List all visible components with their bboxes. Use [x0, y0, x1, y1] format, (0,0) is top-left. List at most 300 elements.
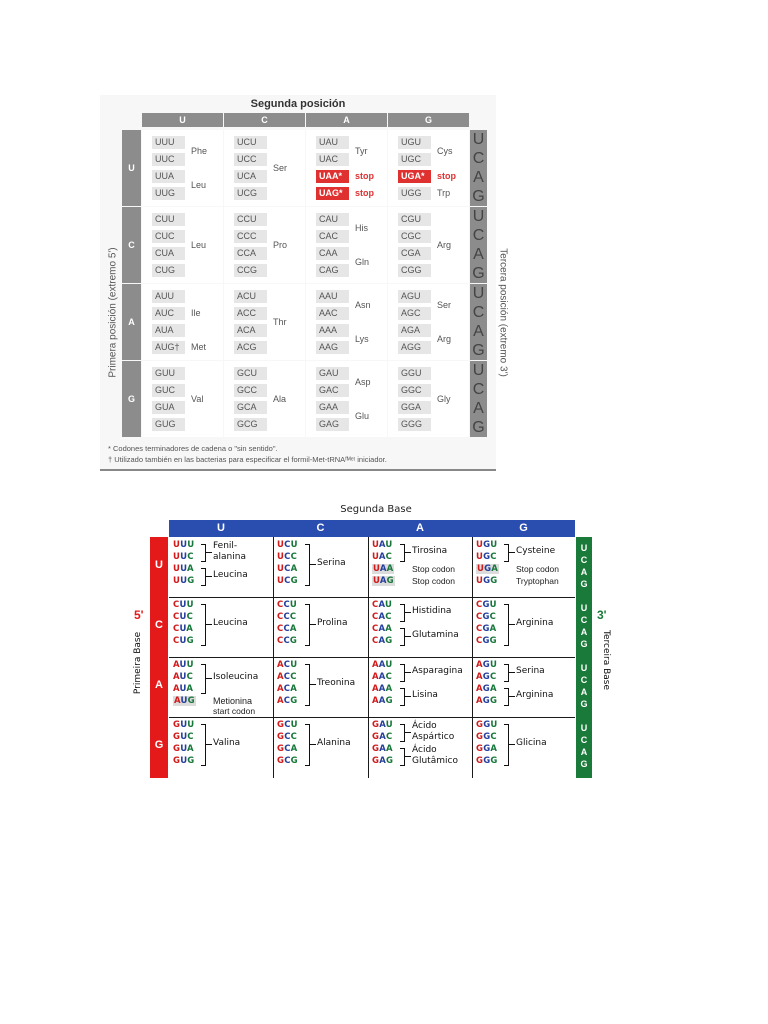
codon-agg: AGG: [398, 341, 431, 354]
codon-base: G: [483, 720, 491, 730]
codon-cgc: CGC: [398, 230, 431, 243]
codon-ucu: [277, 540, 298, 550]
table1-footnote-1: * Codones terminadores de cadena o "sin sentido".: [108, 444, 278, 453]
amino-acid-name: Valina: [213, 738, 241, 748]
codon-base: G: [483, 744, 491, 754]
amino-acid-bracket: [400, 544, 405, 562]
table1-cell: [388, 207, 469, 283]
codon-base: C: [490, 732, 497, 742]
codon-aaa: AAA: [316, 324, 349, 337]
amino-acid-name: Tirosina: [412, 546, 448, 556]
amino-acid-label: Cys: [437, 145, 453, 156]
codon-base: U: [385, 660, 393, 670]
codon-aga: AGA: [398, 324, 431, 337]
bracket-tick: [206, 744, 212, 745]
table1-third-position-column: [470, 207, 487, 283]
codon-base: G: [476, 756, 484, 766]
codon-base: G: [482, 696, 490, 706]
codon-base: G: [482, 624, 490, 634]
codon-cac: CAC: [316, 230, 349, 243]
codon-auc: AUC: [152, 307, 185, 320]
amino-acid-name: Aspártico: [412, 731, 455, 742]
codon-aaa: [372, 684, 392, 694]
codon-base: G: [173, 720, 181, 730]
codon-ugu: [476, 540, 497, 550]
table2-horizontal-divider: [169, 657, 575, 658]
codon-base: C: [173, 600, 180, 610]
table2-first-base-label: Primeira Base: [133, 631, 143, 695]
amino-acid-name: Alanina: [317, 738, 351, 748]
codon-guc: GUC: [152, 384, 185, 397]
codon-base: C: [372, 600, 379, 610]
codon-base: C: [283, 696, 291, 706]
amino-acid-name: Ácido: [412, 744, 437, 755]
codon-gag: GAG: [316, 418, 349, 431]
table2-third-letter: A: [580, 627, 588, 637]
bracket-tick: [405, 552, 411, 553]
codon-base: G: [173, 756, 181, 766]
table1-cell: [306, 361, 387, 437]
amino-acid-bracket: [201, 604, 206, 646]
table1-bottom-rule: [100, 469, 496, 471]
table1-cell: [224, 361, 305, 437]
table2-third-base-label: Terceira Base: [601, 630, 611, 690]
amino-acid-bracket: [201, 724, 206, 766]
codon-base: C: [283, 636, 290, 646]
codon-ugg: [476, 576, 497, 586]
codon-base: A: [277, 696, 284, 706]
table1-third-letter: C: [472, 303, 485, 321]
codon-base: U: [180, 552, 188, 562]
table1-cell: [142, 284, 223, 360]
codon-base: A: [378, 552, 386, 562]
codon-base: G: [482, 636, 490, 646]
amino-acid-label: Ser: [437, 299, 452, 310]
codon-base: G: [277, 756, 285, 766]
codon-cuc: [173, 612, 193, 622]
amino-acid-bracket: [504, 544, 509, 562]
amino-acid-bracket: [504, 688, 509, 706]
codon-aua: [173, 684, 193, 694]
codon-base: A: [379, 720, 386, 730]
codon-cau: CAU: [316, 213, 349, 226]
amino-acid-note: Stop codon: [412, 564, 456, 574]
codon-base: G: [186, 636, 194, 646]
codon-base: U: [476, 576, 484, 586]
codon-base: C: [186, 672, 194, 682]
table1-third-letter: U: [472, 130, 485, 148]
codon-base: C: [277, 636, 284, 646]
amino-acid-name: Fenil-: [213, 540, 238, 551]
table1-third-letter: U: [472, 361, 485, 379]
codon-aau: AAU: [316, 290, 349, 303]
table1-col-header-a: A: [306, 113, 387, 127]
codon-uuc: UUC: [152, 153, 185, 166]
codon-ggu: [476, 720, 497, 730]
amino-acid-label: Glu: [355, 410, 370, 421]
table1-row-header-g: G: [122, 361, 141, 437]
table1-third-letter: A: [473, 168, 484, 186]
codon-cgu: CGU: [398, 213, 431, 226]
codon-base: U: [173, 564, 181, 574]
codon-base: C: [385, 612, 392, 622]
codon-gug: [173, 756, 194, 766]
codon-base: U: [179, 612, 187, 622]
codon-ccc: CCC: [234, 230, 267, 243]
amino-acid-bracket: [400, 628, 405, 646]
codon-base: U: [186, 600, 194, 610]
codon-gga: [476, 744, 497, 754]
table2-horizontal-divider: [169, 597, 575, 598]
amino-acid-name: alanina: [213, 551, 246, 562]
codon-base: C: [290, 732, 298, 742]
codon-base: U: [187, 720, 195, 730]
bracket-tick: [405, 672, 411, 673]
codon-base: G: [372, 756, 380, 766]
table1-cell: [224, 130, 305, 206]
table1-col-header-u: U: [142, 113, 223, 127]
codon-base: A: [385, 684, 393, 694]
table2-third-base-column: [576, 723, 592, 771]
table1-third-position-column: [470, 284, 487, 360]
table1-third-letter: C: [472, 149, 485, 167]
codon-gcc: [277, 732, 297, 742]
amino-acid-note: Stop codon: [516, 564, 560, 574]
bracket-tick: [206, 624, 212, 625]
codon-base: A: [174, 696, 181, 706]
codon-base: G: [187, 576, 195, 586]
table2-col-header-a: A: [416, 522, 424, 534]
codon-base: C: [372, 636, 379, 646]
codon-base: C: [290, 552, 298, 562]
codon-cga: [476, 624, 496, 634]
codon-base: A: [378, 540, 386, 550]
codon-base: A: [186, 564, 194, 574]
codon-base: C: [372, 612, 379, 622]
bracket-tick: [310, 564, 316, 565]
table2-third-letter: G: [580, 579, 588, 589]
codon-auc: [173, 672, 193, 682]
codon-gug: GUG: [152, 418, 185, 431]
amino-acid-name: Glutamina: [412, 630, 459, 640]
codon-base: A: [489, 684, 497, 694]
codon-base: A: [186, 624, 194, 634]
table1-row-header-a: A: [122, 284, 141, 360]
codon-base: A: [290, 564, 298, 574]
amino-acid-label: Gln: [355, 256, 370, 267]
codon-base: G: [289, 636, 298, 646]
codon-guc: [173, 732, 194, 742]
codon-base: A: [379, 576, 387, 586]
codon-base: G: [483, 540, 491, 550]
codon-base: A: [372, 696, 379, 706]
codon-base: C: [284, 540, 291, 550]
codon-cuu: [173, 600, 194, 610]
codon-base: C: [283, 624, 290, 634]
genetic-code-table-spanish: [100, 95, 509, 471]
genetic-code-table-portuguese: [133, 500, 611, 784]
codon-agg: [476, 696, 497, 706]
amino-acid-bracket: [400, 604, 405, 622]
amino-acid-name: Histidina: [412, 606, 452, 616]
codon-base: A: [186, 684, 194, 694]
codon-base: G: [483, 576, 491, 586]
amino-acid-bracket: [305, 544, 310, 586]
codon-base: C: [173, 624, 180, 634]
codon-base: U: [384, 600, 393, 610]
amino-acid-name: Serina: [317, 558, 346, 568]
amino-acid-name: Arginina: [516, 690, 554, 700]
codon-ggc: [476, 732, 497, 742]
codon-base: U: [180, 732, 188, 742]
codon-base: G: [187, 756, 195, 766]
codon-cgg: CGG: [398, 264, 431, 277]
codon-ugc: [476, 552, 497, 562]
codon-aac: AAC: [316, 307, 349, 320]
codon-ggg: GGG: [398, 418, 431, 431]
codon-base: C: [290, 672, 297, 682]
bracket-tick: [206, 678, 212, 679]
codon-cua: CUA: [152, 247, 185, 260]
codon-base: U: [277, 564, 285, 574]
codon-base: U: [290, 720, 298, 730]
codon-base: U: [179, 600, 187, 610]
codon-base: U: [290, 540, 298, 550]
codon-auu: AUU: [152, 290, 185, 303]
codon-base: U: [187, 540, 195, 550]
codon-base: A: [290, 684, 298, 694]
table1-cell: [224, 284, 305, 360]
codon-uug: [173, 576, 194, 586]
table2-col-header-c: C: [316, 522, 325, 534]
codon-base: U: [490, 720, 498, 730]
amino-acid-note: Metionina: [213, 696, 253, 706]
codon-base: G: [484, 564, 492, 574]
codon-base: G: [385, 696, 393, 706]
codon-base: C: [187, 732, 194, 742]
table2-third-letter: G: [580, 759, 588, 769]
codon-auu: [173, 660, 194, 670]
codon-base: A: [378, 684, 386, 694]
codon-base: C: [490, 552, 497, 562]
codon-cuc: CUC: [152, 230, 185, 243]
codon-aac: [372, 672, 392, 682]
codon-base: A: [378, 660, 386, 670]
codon-base: U: [373, 576, 380, 586]
codon-base: U: [372, 540, 379, 550]
amino-acid-label: Ser: [273, 162, 288, 173]
codon-base: A: [277, 672, 284, 682]
amino-acid-label: Ile: [191, 308, 201, 318]
codon-uua: UUA: [152, 170, 185, 183]
table2-third-letter: A: [580, 747, 588, 757]
amino-acid-bracket: [400, 748, 405, 766]
table2-third-letter: C: [580, 555, 588, 565]
codon-base: U: [490, 540, 498, 550]
codon-base: A: [491, 564, 499, 574]
amino-acid-bracket: [400, 664, 405, 682]
codon-gaa: [372, 744, 393, 754]
codon-base: C: [476, 624, 483, 634]
amino-acid-note: Tryptophan: [516, 576, 559, 586]
codon-base: A: [378, 624, 386, 634]
table2-third-letter: G: [580, 639, 588, 649]
codon-base: C: [277, 624, 284, 634]
codon-base: G: [372, 744, 380, 754]
codon-uuu: [173, 540, 194, 550]
codon-cau: [372, 600, 392, 610]
table2-grid: [169, 537, 575, 778]
codon-uca: UCA: [234, 170, 267, 183]
codon-base: C: [385, 732, 393, 742]
codon-base: A: [187, 744, 194, 754]
table2-horizontal-divider: [169, 717, 575, 718]
codon-agc: AGC: [398, 307, 431, 320]
codon-cuu: CUU: [152, 213, 185, 226]
codon-base: A: [379, 744, 386, 754]
codon-base: A: [476, 684, 483, 694]
bracket-tick: [405, 732, 411, 733]
codon-ccu: CCU: [234, 213, 267, 226]
table1-row-header-c: C: [122, 207, 141, 283]
amino-acid-label: Met: [191, 342, 207, 352]
amino-acid-bracket: [201, 664, 206, 694]
codon-base: C: [284, 744, 291, 754]
codon-base: G: [385, 636, 393, 646]
codon-gaa: GAA: [316, 401, 349, 414]
codon-base: U: [180, 744, 188, 754]
codon-aua: AUA: [152, 324, 185, 337]
codon-base: C: [489, 672, 497, 682]
table1-title: Segunda posición: [250, 98, 346, 110]
codon-cac: [372, 612, 392, 622]
codon-base: G: [187, 696, 195, 706]
amino-acid-label: Gly: [437, 393, 451, 404]
codon-base: C: [385, 672, 393, 682]
codon-base: A: [378, 636, 386, 646]
codon-base: G: [386, 576, 394, 586]
bracket-tick: [509, 624, 515, 625]
codon-base: G: [372, 720, 380, 730]
table1-cell: [142, 207, 223, 283]
amino-acid-bracket: [305, 664, 310, 706]
codon-uua: [173, 564, 194, 574]
codon-agu: [476, 660, 497, 670]
codon-gcg: [277, 756, 298, 766]
codon-cca: CCA: [234, 247, 267, 260]
codon-base: U: [476, 540, 484, 550]
amino-acid-name: Lisina: [412, 690, 438, 700]
codon-gua: GUA: [152, 401, 185, 414]
codon-uac: UAC: [316, 153, 349, 166]
codon-base: G: [290, 696, 298, 706]
codon-base: A: [379, 564, 387, 574]
bracket-tick: [405, 636, 411, 637]
codon-ugg: UGG: [398, 187, 431, 200]
amino-acid-name: Leucina: [213, 570, 248, 580]
codon-base: U: [186, 660, 194, 670]
codon-base: C: [283, 600, 290, 610]
codon-uau: UAU: [316, 136, 349, 149]
codon-base: U: [179, 636, 187, 646]
codon-base: C: [284, 576, 291, 586]
codon-aca: [277, 684, 297, 694]
codon-aug: [173, 696, 196, 706]
codon-base: A: [489, 624, 497, 634]
table2-third-letter: U: [580, 603, 588, 613]
codon-base: U: [180, 756, 188, 766]
codon-base: U: [385, 540, 393, 550]
codon-gac: [372, 732, 392, 742]
codon-base: C: [283, 660, 291, 670]
codon-base: G: [277, 720, 285, 730]
codon-base: G: [476, 744, 484, 754]
table2-row-header-g: G: [154, 739, 164, 751]
codon-base: U: [277, 552, 285, 562]
table2-third-letter: U: [580, 663, 588, 673]
codon-caa: [372, 624, 392, 634]
codon-base: C: [277, 600, 284, 610]
table1-cell: [142, 130, 223, 206]
codon-base: C: [283, 612, 290, 622]
amino-acid-label: Val: [191, 393, 204, 404]
codon-aau: [372, 660, 392, 670]
amino-acid-label: Tyr: [355, 145, 368, 156]
amino-acid-name: Cysteine: [516, 546, 556, 556]
table1-cell: [306, 284, 387, 360]
codon-base: G: [476, 732, 484, 742]
codon-base: A: [379, 756, 386, 766]
codon-uga: UGA*: [398, 170, 431, 183]
codon-uug: UUG: [152, 187, 185, 200]
codon-agu: AGU: [398, 290, 431, 303]
table1-third-position-label: Tercera posición (extremo 3'): [497, 248, 509, 377]
table2-third-letter: A: [580, 687, 588, 697]
codon-acg: [277, 696, 297, 706]
codon-ccg: [277, 636, 297, 646]
codon-base: G: [482, 660, 490, 670]
table2-third-base-column: [576, 603, 592, 651]
codon-base: U: [372, 552, 379, 562]
codon-base: C: [284, 732, 291, 742]
codon-cca: [277, 624, 297, 634]
codon-base: U: [180, 576, 188, 586]
codon-cag: CAG: [316, 264, 349, 277]
bracket-tick: [509, 744, 515, 745]
codon-base: C: [283, 684, 291, 694]
codon-gca: GCA: [234, 401, 267, 414]
codon-ugc: UGC: [398, 153, 431, 166]
codon-base: G: [482, 600, 490, 610]
codon-ucg: [277, 576, 298, 586]
table2-third-base-column: [576, 543, 592, 591]
codon-gag: [372, 756, 393, 766]
codon-base: G: [482, 672, 490, 682]
bracket-tick: [310, 684, 316, 685]
codon-base: U: [179, 624, 187, 634]
amino-acid-name: Asparagina: [412, 666, 463, 676]
codon-base: C: [283, 672, 291, 682]
table2-row-header-c: C: [155, 619, 163, 631]
amino-acid-bracket: [201, 568, 206, 586]
amino-acid-name: Prolina: [317, 618, 348, 628]
amino-acid-label: Asp: [355, 376, 371, 387]
codon-base: C: [284, 756, 291, 766]
codon-caa: CAA: [316, 247, 349, 260]
codon-cug: [173, 636, 194, 646]
codon-acu: [277, 660, 297, 670]
codon-base: A: [372, 672, 379, 682]
